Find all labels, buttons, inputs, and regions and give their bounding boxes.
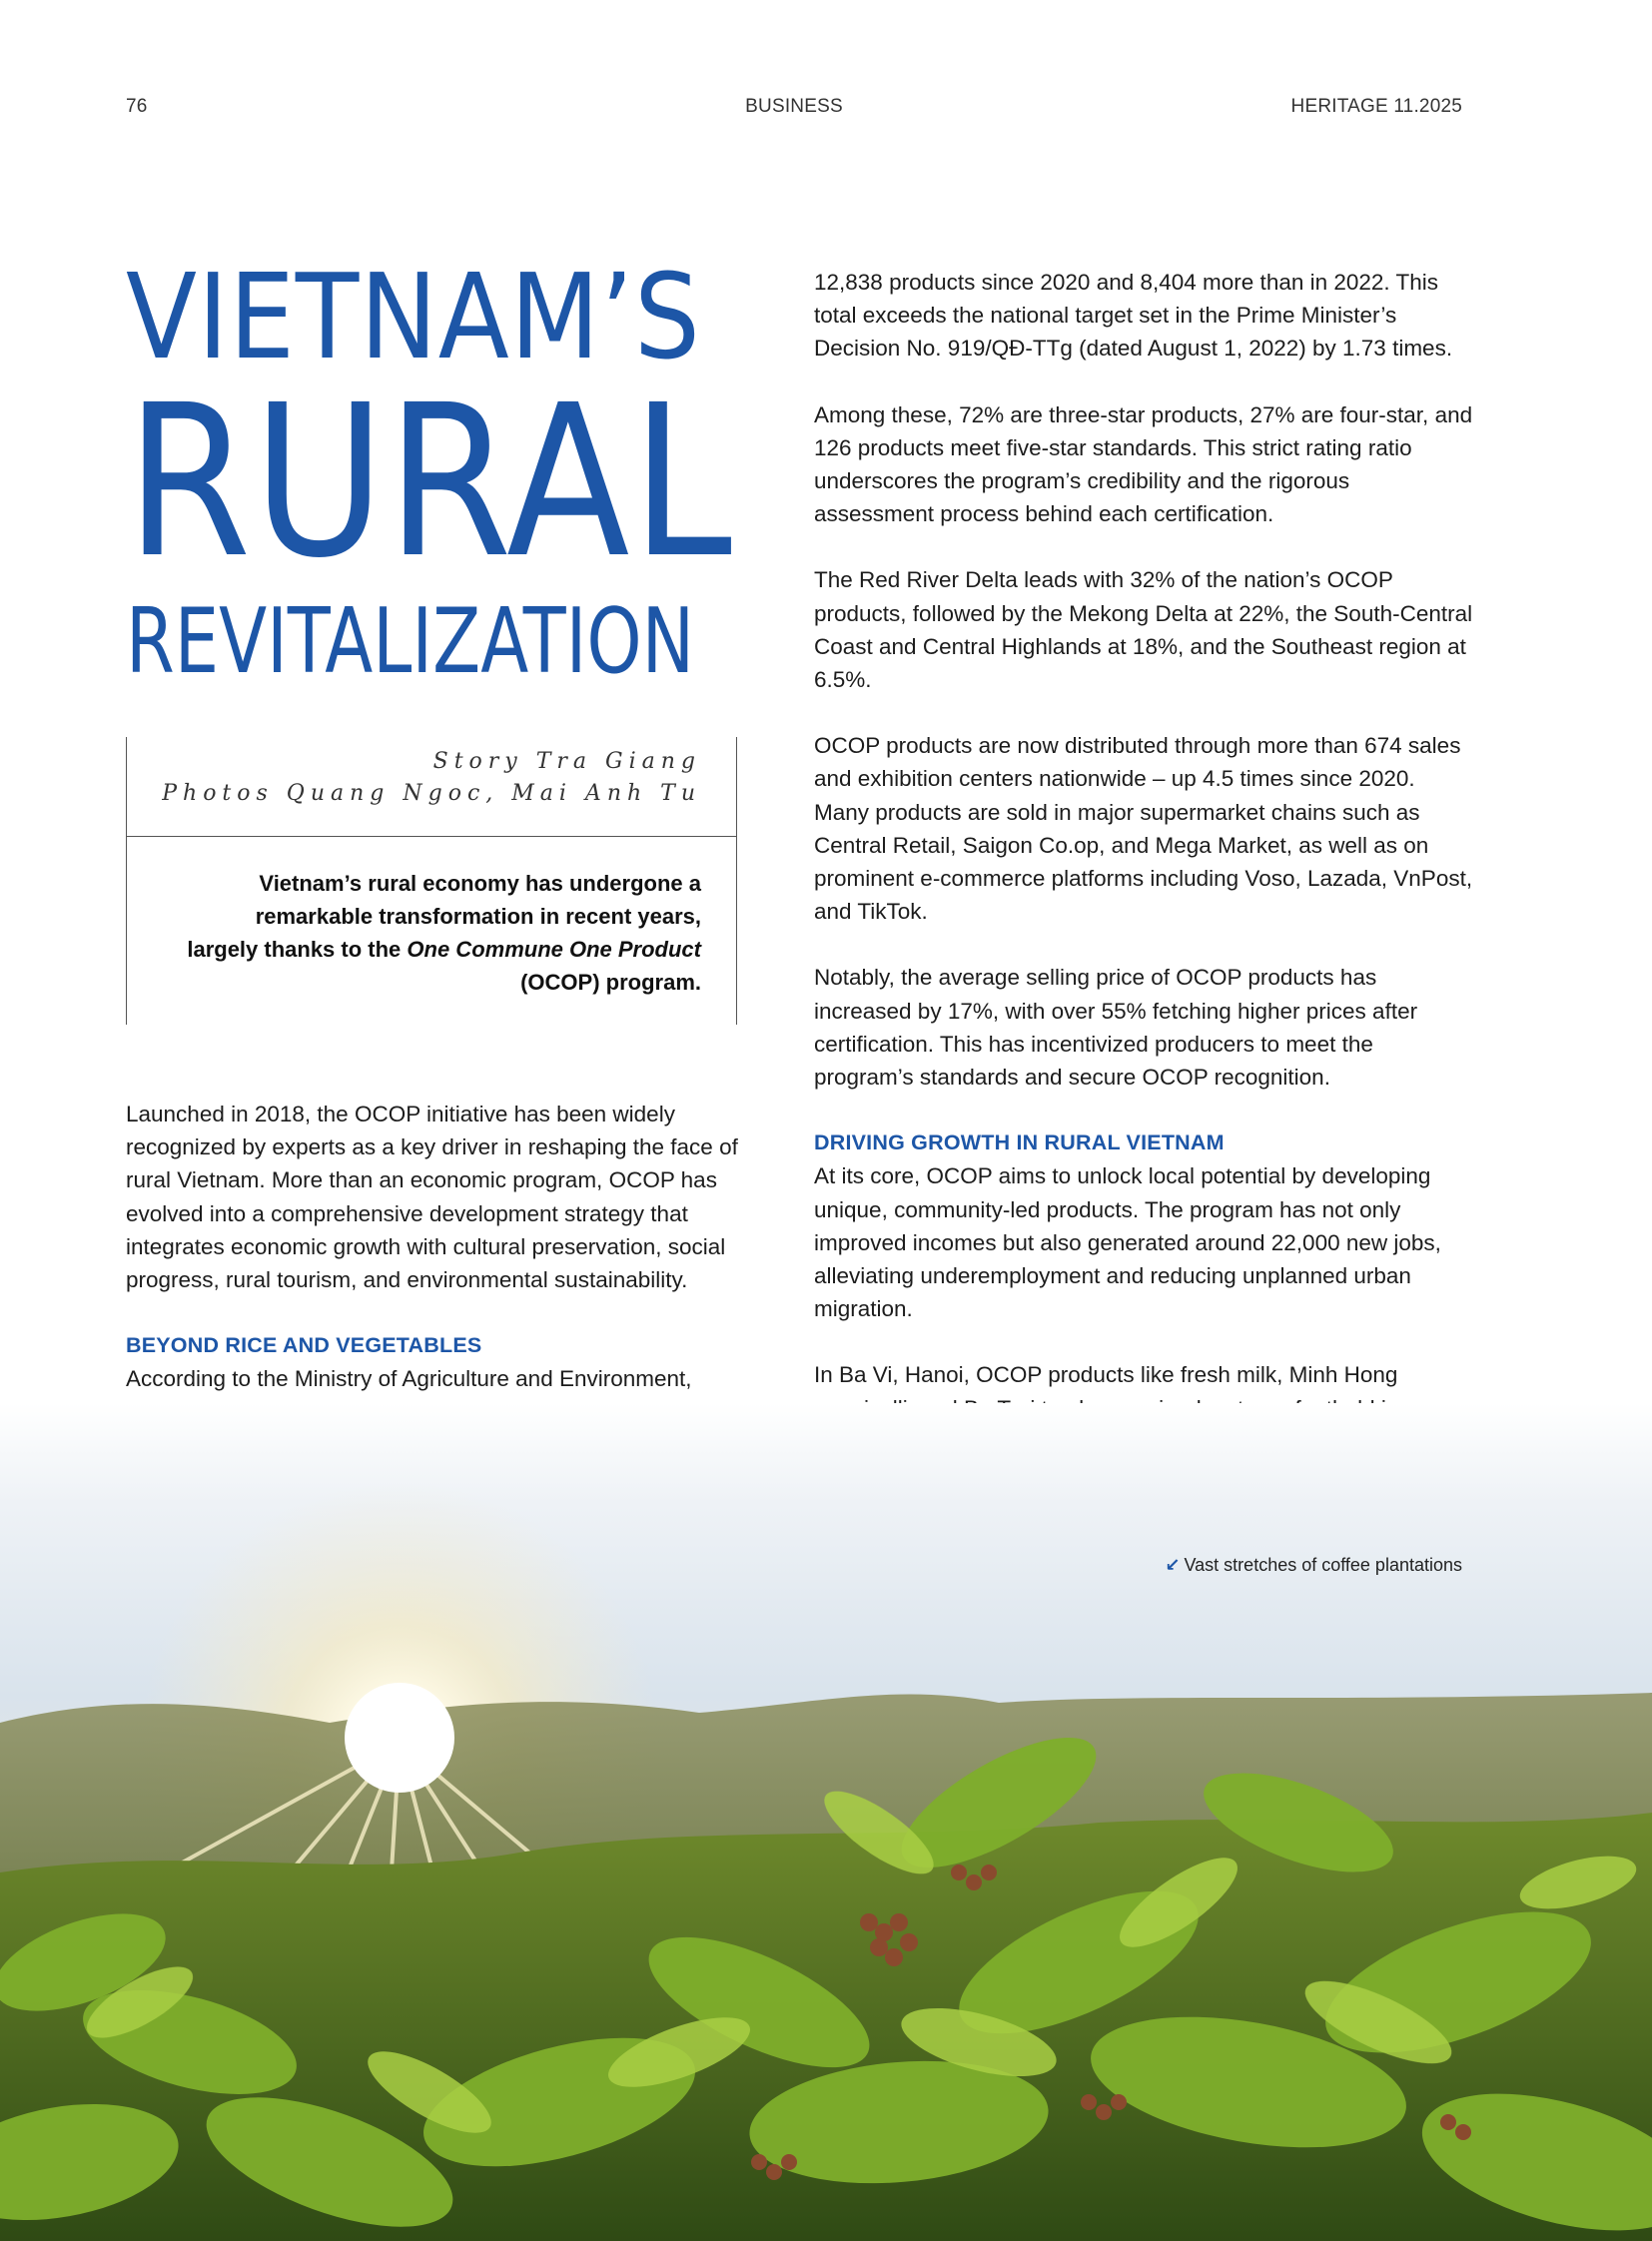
box-left-rule — [126, 737, 127, 1025]
byline-story: Story Tra Giang — [432, 749, 701, 774]
paragraph-distribution: OCOP products are now distributed through more than 674 sales and exhibition centers nationwide – up 4.5 times since 2020. Many products are sold in major supermarket chains such as Central Retail, Saigon Co.op, and Mega Market, as well as on prominent e-commerce platforms including Voso, Lazada, VnPost, and TikTok. — [814, 733, 1473, 925]
photo-caption-text: Vast stretches of coffee plantations — [1184, 1555, 1462, 1575]
paragraph-regions: The Red River Delta leads with 32% of the nation’s OCOP products, followed by the Mekong Delta at 22%, the South-Central Coast and Central Highlands at 18%, and the Southeast region at 6.5%. — [814, 567, 1473, 693]
page-number: 76 — [126, 96, 148, 117]
byline-photos: Photos Quang Ngoc, Mai Anh Tu — [162, 781, 701, 806]
standfirst-text: Vietnam’s rural economy has undergone a remarkable transformation in recent years, largely thanks to the — [187, 871, 701, 962]
standfirst-text-end: (OCOP) program. — [520, 970, 701, 995]
title-line-3: REVITALIZATION — [126, 589, 695, 694]
section-heading-beyond-rice: BEYOND RICE AND VEGETABLES — [126, 1333, 482, 1358]
intro-paragraph: Launched in 2018, the OCOP initiative has been widely recognized by experts as a key driver in reshaping the face of rural Vietnam. More than an economic program, OCOP has evolved into a comprehensive development strategy that integrates economic growth with cultural preservation, social progress, rural tourism, and environmental sustainability. — [126, 1102, 738, 1293]
issue-label: HERITAGE 11.2025 — [1290, 96, 1462, 117]
right-column — [814, 266, 1473, 1458]
section-label: BUSINESS — [745, 96, 843, 117]
arrow-down-left-icon: ↙ — [1165, 1555, 1181, 1575]
paragraph-star-ratings: Among these, 72% are three-star products, 27% are four-star, and 126 products meet five-star standards. This strict rating ratio underscores the program’s credibility and the rigorous assessment process behind each certification. — [814, 401, 1473, 527]
paragraph-products-count: According to the Ministry of Agriculture and Environment, — [126, 1366, 692, 1392]
standfirst — [182, 867, 701, 999]
standfirst-program-name: One Commune One Product — [407, 937, 701, 962]
title-line-1: VIETNAM’S — [126, 248, 701, 385]
paragraph-ba-vi: In Ba Vi, Hanoi, OCOP products like fresh milk, Minh Hong — [814, 1362, 1398, 1388]
box-divider — [126, 836, 737, 837]
title-line-2: RURAL — [126, 360, 734, 604]
coffee-plantation-photo — [0, 1403, 1652, 2241]
paragraph-products-count-cont: 12,838 products since 2020 and 8,404 more than in 2022. This total exceeds the national target set in the Prime Minister’s Decision No. 919/QĐ-TTg (dated August 1, 2022) by 1.73 times. — [814, 270, 1453, 362]
box-right-rule — [736, 737, 737, 1025]
paragraph-core-aims: At its core, OCOP aims to unlock local potential by developing unique, community-led products. The program has not only improved incomes but also generated around 22,000 new jobs, alleviating underemployment and reducing unplanned urban migration. — [814, 1163, 1441, 1322]
section-heading-driving-growth: DRIVING GROWTH IN RURAL VIETNAM — [814, 1130, 1225, 1155]
photo-caption — [1165, 1555, 1462, 1576]
paragraph-prices: Notably, the average selling price of OCOP products has increased by 17%, with over 55% fetching higher prices after certification. This has incentivized producers to meet the program’s standards and secure OCOP recognition. — [814, 965, 1418, 1091]
intro-box — [126, 737, 737, 1025]
